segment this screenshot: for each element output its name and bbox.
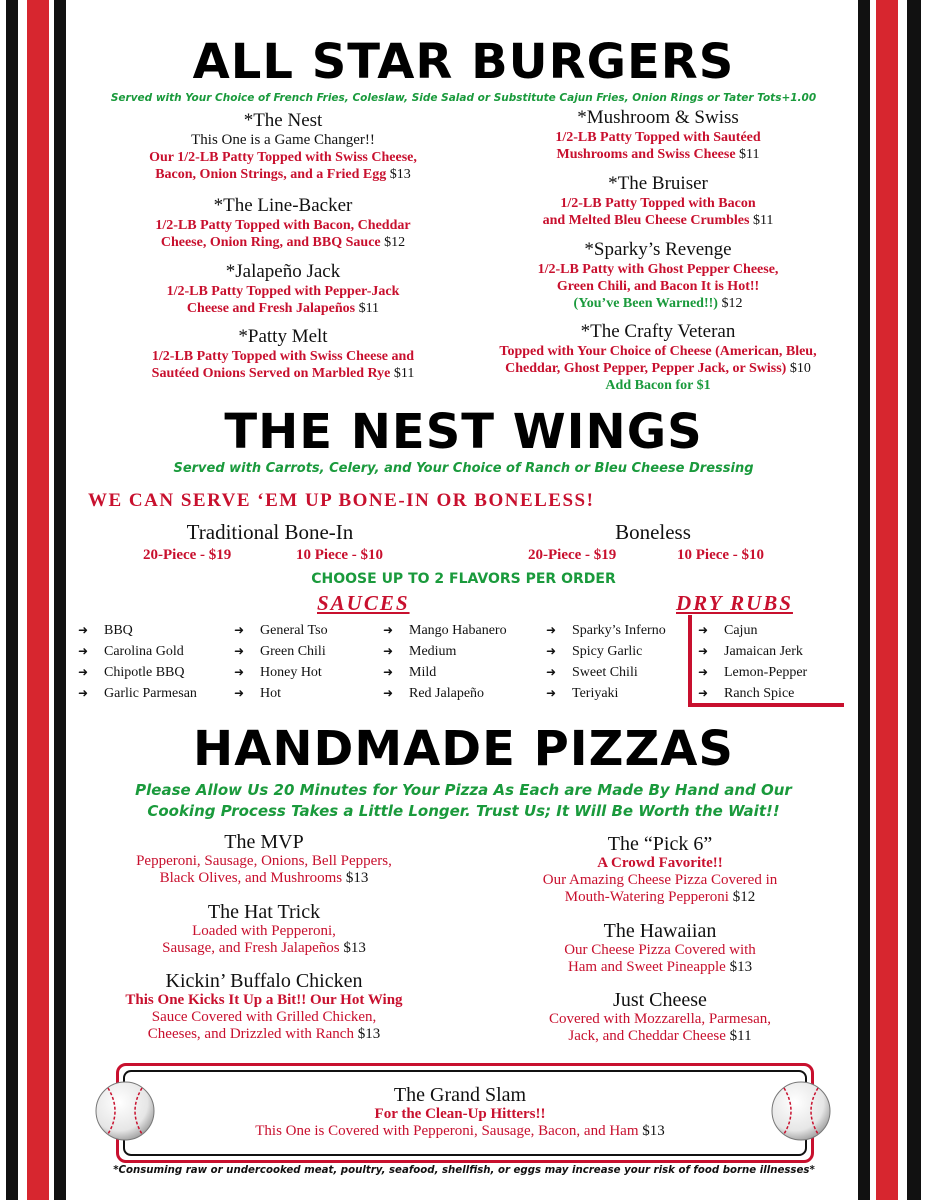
list-item: ➜ Medium — [383, 641, 507, 662]
item-price: $12 — [721, 296, 743, 311]
baseball-icon — [94, 1080, 156, 1142]
pizza-grand-slam — [170, 1084, 750, 1140]
item-price: $11 — [729, 1028, 752, 1044]
item-tagline: For the Clean-Up Hitters!! — [374, 1106, 546, 1122]
item-desc: Our Amazing Cheese Pizza Covered in — [542, 872, 778, 888]
menu-item-mushroom-swiss — [468, 107, 848, 163]
item-name: Kickin’ Buffalo Chicken — [165, 970, 363, 992]
sauce-column-1 — [78, 620, 197, 704]
item-desc: Cheese, Onion Ring, and BBQ Sauce $12 — [160, 235, 406, 250]
list-item: ➜ Lemon-Pepper — [698, 662, 807, 683]
item-price: $11 — [739, 147, 760, 162]
menu-item-crafty-veteran — [458, 321, 858, 394]
pizzas-subtitle-1: Please Allow Us 20 Minutes for Your Pizza As Each are Made By Hand and Our — [135, 781, 792, 799]
sauce-column-4 — [546, 620, 666, 704]
pizza-just-cheese — [500, 989, 820, 1045]
list-item: ➜ BBQ — [78, 620, 197, 641]
item-desc: This One is Covered with Pepperoni, Sausage, Bacon, and Ham $13 — [255, 1123, 665, 1139]
list-item: ➜ Garlic Parmesan — [78, 683, 197, 704]
list-item: ➜ Cajun — [698, 620, 807, 641]
arrow-icon: ➜ — [383, 644, 394, 658]
list-item: ➜ Sparky’s Inferno — [546, 620, 666, 641]
item-desc: Jack, and Cheddar Cheese $11 — [568, 1028, 752, 1044]
arrow-icon: ➜ — [546, 644, 557, 658]
item-desc: Topped with Your Choice of Cheese (American, Bleu, — [499, 344, 817, 359]
item-extra: Add Bacon for $1 — [605, 378, 711, 393]
bone-in-10: 10 Piece - $10 — [296, 547, 384, 563]
arrow-icon: ➜ — [698, 686, 709, 700]
dry-rubs-bracket — [684, 615, 849, 711]
arrow-icon: ➜ — [698, 623, 709, 637]
item-desc: Cheese and Fresh Jalapeños $11 — [186, 301, 380, 316]
item-desc: 1/2-LB Patty Topped with Bacon, Cheddar — [155, 218, 411, 233]
list-item: ➜ Green Chili — [234, 641, 328, 662]
menu-item-sparkys-revenge — [468, 239, 848, 312]
item-price: $13 — [343, 940, 366, 956]
item-name: *The Crafty Veteran — [580, 321, 736, 342]
arrow-icon: ➜ — [78, 665, 89, 679]
arrow-icon: ➜ — [546, 665, 557, 679]
arrow-icon: ➜ — [234, 623, 245, 637]
item-price: $13 — [389, 167, 411, 182]
item-price: $11 — [393, 366, 415, 381]
list-item: ➜ Mild — [383, 662, 507, 683]
bone-in-title: Traditional Bone-In — [186, 520, 354, 544]
list-item: ➜ Red Jalapeño — [383, 683, 507, 704]
item-desc: This One Kicks It Up a Bit!! Our Hot Wing — [125, 992, 403, 1008]
pizza-mvp — [104, 831, 424, 887]
item-desc: Pepperoni, Sausage, Onions, Bell Peppers, — [136, 853, 392, 869]
left-stripe-black-outer — [6, 0, 18, 1200]
list-item: ➜ Sweet Chili — [546, 662, 666, 683]
item-desc: Black Olives, and Mushrooms $13 — [159, 870, 369, 886]
burgers-subtitle: Served with Your Choice of French Fries, Coleslaw, Side Salad or Substitute Cajun Fries, Onion Rings or Tater Tots+1.00 — [110, 92, 817, 104]
item-name: *Mushroom & Swiss — [577, 107, 739, 128]
item-price: $12 — [732, 889, 756, 905]
bone-in-section — [110, 520, 430, 545]
left-stripe-black-inner — [54, 0, 66, 1200]
pizza-hawaiian — [500, 920, 820, 976]
arrow-icon: ➜ — [234, 665, 245, 679]
boneless-20: 20-Piece - $19 — [528, 547, 617, 563]
arrow-icon: ➜ — [78, 623, 89, 637]
boneless-title: Boneless — [615, 520, 691, 544]
item-desc: Bacon, Onion Strings, and a Fried Egg $13 — [155, 167, 411, 182]
item-desc: Covered with Mozzarella, Parmesan, — [548, 1011, 771, 1027]
item-name: The Hat Trick — [207, 901, 321, 923]
item-desc: Sautéed Onions Served on Marbled Rye $11 — [151, 366, 415, 381]
item-desc: Ham and Sweet Pineapple $13 — [567, 959, 753, 975]
arrow-icon: ➜ — [698, 644, 709, 658]
boneless-10: 10 Piece - $10 — [677, 547, 765, 563]
sauce-column-2 — [234, 620, 328, 704]
item-price: $11 — [358, 301, 380, 316]
item-desc: Mushrooms and Swiss Cheese $11 — [556, 147, 760, 162]
item-tagline: A Crowd Favorite!! — [597, 855, 723, 871]
item-name: The “Pick 6” — [607, 833, 713, 855]
item-desc: Sauce Covered with Grilled Chicken, — [151, 1009, 377, 1025]
menu-item-bruiser — [468, 173, 848, 229]
pizza-pick-6 — [500, 833, 820, 906]
item-desc: Cheeses, and Drizzled with Ranch $13 — [147, 1026, 381, 1042]
list-item: ➜ Hot — [234, 683, 328, 704]
item-desc: 1/2-LB Patty Topped with Bacon — [560, 196, 756, 211]
pizzas-title: HANDMADE PIZZAS — [193, 721, 734, 777]
arrow-icon: ➜ — [546, 623, 557, 637]
burgers-title: ALL STAR BURGERS — [192, 34, 735, 90]
sauces-title: SAUCES — [317, 591, 410, 615]
disclaimer: *Consuming raw or undercooked meat, poultry, seafood, shellfish, or eggs may increase your risk of food borne illnesses* — [74, 1164, 854, 1178]
item-name: The Grand Slam — [393, 1084, 527, 1106]
item-name: *The Line-Backer — [213, 195, 353, 216]
sauce-column-3 — [383, 620, 507, 704]
pizzas-subtitle-2: Cooking Process Takes a Little Longer. Trust Us; It Will Be Worth the Wait!! — [147, 802, 780, 820]
wings-subtitle: Served with Carrots, Celery, and Your Choice of Ranch or Bleu Cheese Dressing — [173, 461, 754, 476]
item-desc: 1/2-LB Patty Topped with Sautéed — [555, 130, 761, 145]
menu-item-the-nest — [103, 110, 463, 183]
item-desc: Our Cheese Pizza Covered with — [564, 942, 756, 958]
menu-item-patty-melt — [103, 326, 463, 382]
item-name: Just Cheese — [613, 989, 707, 1011]
bone-in-20: 20-Piece - $19 — [143, 547, 232, 563]
list-item: ➜ Spicy Garlic — [546, 641, 666, 662]
arrow-icon: ➜ — [546, 686, 557, 700]
right-stripe-black-outer — [907, 0, 921, 1200]
right-stripe-red-outer — [876, 0, 898, 1200]
list-item: ➜ Carolina Gold — [78, 641, 197, 662]
item-price: $13 — [729, 959, 753, 975]
item-name: The Hawaiian — [603, 920, 717, 942]
item-desc: (You’ve Been Warned!!) $12 — [573, 296, 743, 311]
arrow-icon: ➜ — [698, 665, 709, 679]
wings-banner: WE CAN SERVE ‘EM UP BONE-IN OR BONELESS! — [88, 490, 595, 511]
list-item: ➜ Ranch Spice — [698, 683, 807, 704]
item-desc: Our 1/2-LB Patty Topped with Swiss Cheese, — [149, 150, 417, 165]
arrow-icon: ➜ — [234, 644, 245, 658]
list-item: ➜ Jamaican Jerk — [698, 641, 807, 662]
item-price: $10 — [789, 361, 811, 376]
item-desc: and Melted Bleu Cheese Crumbles $11 — [542, 213, 774, 228]
list-item: ➜ Honey Hot — [234, 662, 328, 683]
list-item: ➜ Teriyaki — [546, 683, 666, 704]
arrow-icon: ➜ — [383, 623, 394, 637]
item-price: $12 — [384, 235, 406, 250]
baseball-icon — [770, 1080, 832, 1142]
arrow-icon: ➜ — [78, 644, 89, 658]
dry-rubs-title: DRY RUBS — [676, 591, 793, 615]
left-stripe-red-outer — [27, 0, 49, 1200]
item-desc: 1/2-LB Patty with Ghost Pepper Cheese, — [537, 262, 779, 277]
item-desc: Mouth-Watering Pepperoni $12 — [564, 889, 756, 905]
item-name: *Patty Melt — [238, 326, 328, 347]
item-desc: Green Chili, and Bacon It is Hot!! — [556, 279, 760, 294]
list-item: ➜ Mango Habanero — [383, 620, 507, 641]
list-item: ➜ General Tso — [234, 620, 328, 641]
boneless-section — [553, 520, 753, 545]
list-item: ➜ Chipotle BBQ — [78, 662, 197, 683]
item-desc: Sausage, and Fresh Jalapeños $13 — [162, 940, 366, 956]
menu-item-jalapeno-jack — [103, 261, 463, 317]
pizza-hat-trick — [104, 901, 424, 957]
arrow-icon: ➜ — [383, 665, 394, 679]
item-price: $11 — [752, 213, 774, 228]
arrow-icon: ➜ — [234, 686, 245, 700]
item-name: *Jalapeño Jack — [225, 261, 341, 282]
item-name: *Sparky’s Revenge — [584, 239, 732, 260]
item-desc: Loaded with Pepperoni, — [192, 923, 336, 939]
arrow-icon: ➜ — [383, 686, 394, 700]
item-desc: Cheddar, Ghost Pepper, Pepper Jack, or Swiss) $10 — [505, 361, 811, 376]
item-desc: 1/2-LB Patty Topped with Swiss Cheese and — [151, 349, 415, 364]
item-price: $13 — [345, 870, 369, 886]
wings-title: THE NEST WINGS — [224, 404, 703, 460]
pizza-buffalo-chicken — [94, 970, 434, 1043]
item-price: $13 — [357, 1026, 381, 1042]
menu-item-line-backer — [103, 195, 463, 251]
item-desc: 1/2-LB Patty Topped with Pepper-Jack — [166, 284, 400, 299]
item-name: The MVP — [224, 831, 304, 853]
right-stripe-black-inner — [858, 0, 870, 1200]
item-tagline: This One is a Game Changer!! — [191, 132, 375, 148]
item-name: *The Nest — [243, 110, 323, 131]
item-price: $13 — [642, 1123, 665, 1139]
choose-flavors: CHOOSE UP TO 2 FLAVORS PER ORDER — [311, 571, 616, 587]
arrow-icon: ➜ — [78, 686, 89, 700]
item-name: *The Bruiser — [608, 173, 708, 194]
